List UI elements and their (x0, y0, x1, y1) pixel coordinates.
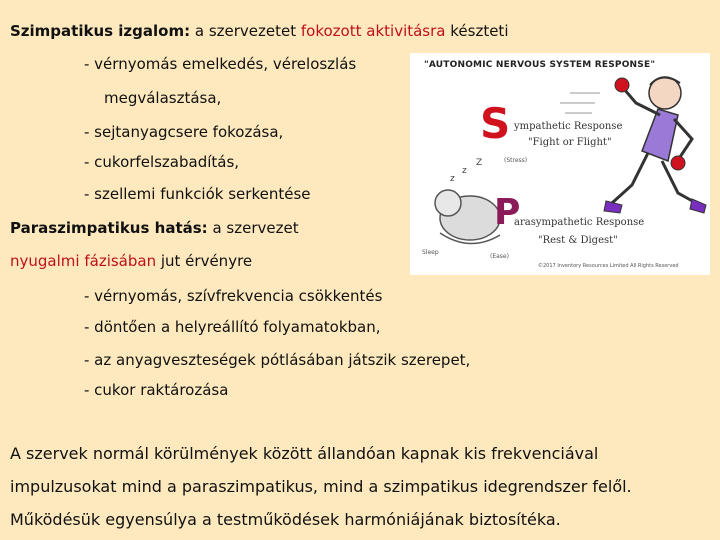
parasympathetic-intro: a szervezet (207, 219, 299, 237)
sympathetic-highlight-1: fokozott (300, 22, 362, 40)
copyright-note: ©2017 Inventory Resources Limited All Rights Reserved (538, 263, 679, 269)
s-line-1: ympathetic Response (514, 121, 623, 132)
sympathetic-heading (10, 21, 508, 41)
parasympathetic-item-3: - az anyagveszteségek pótlásában játszik szerepet, (84, 351, 471, 369)
svg-text:z: z (462, 166, 467, 176)
sympathetic-tail: készteti (445, 22, 509, 40)
p-letter: P (494, 192, 521, 233)
parasympathetic-item-1: - vérnyomás, szívfrekvencia csökkentés (84, 287, 383, 305)
s-line-2: "Fight or Flight" (528, 137, 612, 148)
summary-line-1: A szervek normál körülmények között állandóan kapnak kis frekvenciával (10, 444, 599, 463)
parasympathetic-term: Paraszimpatikus hatás: (10, 219, 208, 237)
parasympathetic-item-2: - döntően a helyreállító folyamatokban, (84, 318, 381, 336)
p-line-2: "Rest & Digest" (538, 235, 618, 246)
parasympathetic-highlight-2: fázisában (84, 252, 157, 270)
parasympathetic-tail: jut érvényre (156, 252, 253, 270)
sleep-label: Sleep (422, 249, 439, 256)
svg-text:z: z (450, 174, 455, 184)
sympathetic-intro: a szervezetet (190, 22, 301, 40)
ease-label: (Ease) (490, 253, 509, 260)
sympathetic-term: Szimpatikus izgalom: (10, 22, 191, 40)
p-line-1: arasympathetic Response (514, 217, 645, 228)
sympathetic-item-1-cont: megválasztása, (104, 89, 222, 107)
summary-line-3: Működésük egyensúlya a testműködések harmóniájának biztosítéka. (10, 510, 561, 529)
svg-text:Z: Z (476, 158, 483, 168)
sympathetic-highlight-2: aktivitásra (366, 22, 446, 40)
summary-line-2: impulzusokat mind a paraszimpatikus, mind a szimpatikus idegrendszer felől. (10, 477, 632, 496)
sympathetic-item-1: - vérnyomás emelkedés, véreloszlás (84, 55, 357, 73)
parasympathetic-item-4: - cukor raktározása (84, 381, 229, 399)
sympathetic-item-3: - cukorfelszabadítás, (84, 153, 240, 171)
sympathetic-item-2: - sejtanyagcsere fokozása, (84, 123, 284, 141)
figure-title: "AUTONOMIC NERVOUS SYSTEM RESPONSE" (424, 60, 656, 70)
s-letter: S (480, 99, 511, 148)
ans-response-figure (410, 53, 710, 275)
parasympathetic-heading (10, 218, 299, 238)
parasympathetic-heading-cont (10, 251, 252, 271)
sympathetic-item-4: - szellemi funkciók serkentése (84, 185, 311, 203)
stress-label: (Stress) (504, 157, 528, 164)
parasympathetic-highlight-1: nyugalmi (10, 252, 80, 270)
